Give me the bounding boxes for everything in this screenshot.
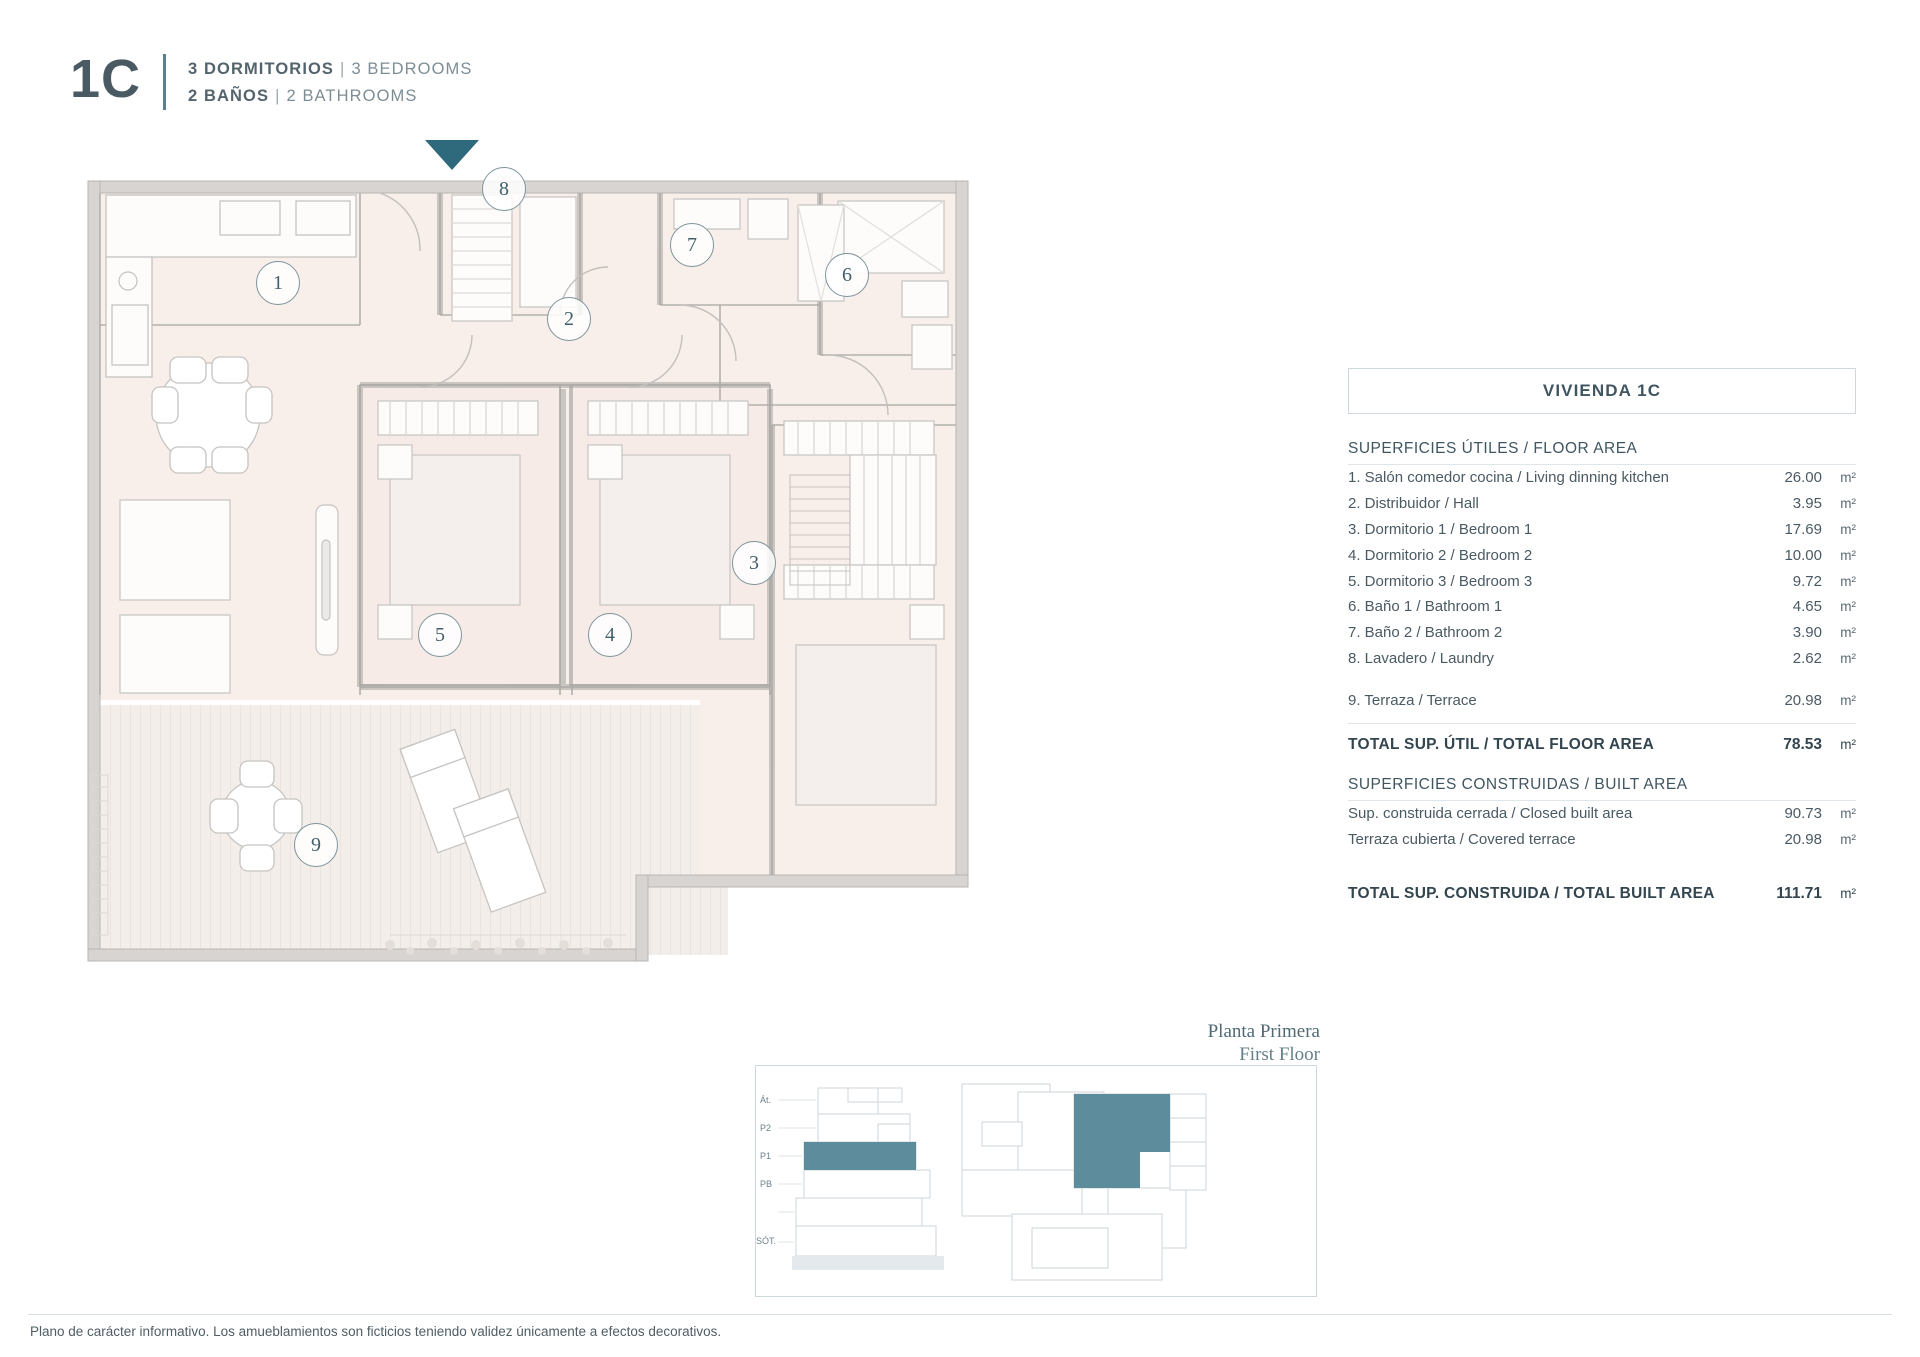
area-unit: m² bbox=[1840, 573, 1856, 589]
built-unit: m² bbox=[1840, 832, 1856, 848]
header-text-block bbox=[188, 52, 472, 110]
area-label: 8. Lavadero / Laundry bbox=[1348, 649, 1494, 667]
room-marker-6: 6 bbox=[825, 253, 869, 297]
svg-text:Át.: Át. bbox=[760, 1095, 772, 1105]
room-marker-5: 5 bbox=[418, 613, 462, 657]
svg-text:P2: P2 bbox=[760, 1123, 772, 1133]
area-row bbox=[1348, 620, 1856, 646]
built-value: 90.73 bbox=[1784, 805, 1822, 823]
room-marker-4: 4 bbox=[588, 613, 632, 657]
svg-text:P1: P1 bbox=[760, 1151, 772, 1161]
section-built-area-title: SUPERFICIES CONSTRUIDAS / BUILT AREA bbox=[1348, 776, 1856, 801]
svg-text:PB: PB bbox=[760, 1179, 773, 1189]
area-label: 5. Dormitorio 3 / Bedroom 3 bbox=[1348, 572, 1533, 590]
terrace-row bbox=[1348, 687, 1856, 713]
bathrooms-en: 2 BATHROOMS bbox=[286, 87, 418, 105]
disclaimer-text: Plano de carácter informativo. Los amueblamientos son ficticios teniendo validez únicamente a efectos decorativos. bbox=[30, 1324, 722, 1339]
area-row bbox=[1348, 517, 1856, 543]
bathrooms-es: 2 BAÑOS bbox=[188, 87, 270, 105]
area-label: 1. Salón comedor cocina / Living dinning kitchen bbox=[1348, 469, 1670, 487]
bathrooms-line bbox=[188, 83, 472, 110]
north-arrow-icon bbox=[425, 140, 479, 170]
area-unit: m² bbox=[1840, 521, 1856, 537]
built-value: 20.98 bbox=[1784, 831, 1822, 849]
area-row bbox=[1348, 568, 1856, 594]
area-row bbox=[1348, 645, 1856, 671]
area-value: 26.00 bbox=[1784, 469, 1822, 487]
area-label: 3. Dormitorio 1 / Bedroom 1 bbox=[1348, 520, 1533, 538]
area-label: 6. Baño 1 / Bathroom 1 bbox=[1348, 598, 1503, 616]
area-row bbox=[1348, 594, 1856, 620]
total-floor-area-unit: m² bbox=[1840, 737, 1856, 753]
area-value: 10.00 bbox=[1784, 546, 1822, 564]
total-floor-area-value: 78.53 bbox=[1783, 736, 1822, 754]
terrace-label: 9. Terraza / Terrace bbox=[1348, 691, 1477, 709]
bedrooms-es: 3 DORMITORIOS bbox=[188, 60, 335, 78]
area-unit: m² bbox=[1840, 470, 1856, 486]
area-row bbox=[1348, 542, 1856, 568]
area-schedule-panel bbox=[1348, 368, 1856, 903]
room-marker-8: 8 bbox=[482, 167, 526, 211]
area-value: 3.90 bbox=[1792, 624, 1822, 642]
area-value: 2.62 bbox=[1792, 649, 1822, 667]
area-label: 4. Dormitorio 2 / Bedroom 2 bbox=[1348, 546, 1533, 564]
area-unit: m² bbox=[1840, 547, 1856, 563]
page-title: 1C bbox=[70, 49, 142, 109]
key-plan bbox=[755, 1065, 1317, 1297]
panel-title: VIVIENDA 1C bbox=[1348, 368, 1856, 414]
total-built-area-value: 111.71 bbox=[1776, 884, 1822, 902]
total-built-area-unit: m² bbox=[1840, 885, 1856, 901]
separator-1: | bbox=[340, 60, 346, 78]
floor-caption bbox=[1180, 1020, 1320, 1066]
area-value: 4.65 bbox=[1792, 598, 1822, 616]
room-marker-2: 2 bbox=[547, 297, 591, 341]
bedrooms-en: 3 BEDROOMS bbox=[351, 60, 473, 78]
separator-2: | bbox=[275, 87, 281, 105]
area-value: 3.95 bbox=[1792, 495, 1822, 513]
floor-caption-en: First Floor bbox=[1239, 1044, 1320, 1065]
area-label: 7. Baño 2 / Bathroom 2 bbox=[1348, 624, 1503, 642]
area-unit: m² bbox=[1840, 650, 1856, 666]
bedrooms-line bbox=[188, 56, 472, 83]
area-row bbox=[1348, 465, 1856, 491]
built-label: Terraza cubierta / Covered terrace bbox=[1348, 831, 1576, 849]
floorplan-drawing bbox=[60, 175, 1150, 1125]
area-unit: m² bbox=[1840, 625, 1856, 641]
built-row bbox=[1348, 801, 1856, 827]
total-built-area-row bbox=[1348, 871, 1856, 903]
area-row bbox=[1348, 491, 1856, 517]
total-floor-area-row bbox=[1348, 723, 1856, 754]
svg-text:SÓT.: SÓT. bbox=[756, 1236, 777, 1246]
section-floor-area-title: SUPERFICIES ÚTILES / FLOOR AREA bbox=[1348, 440, 1856, 465]
terrace-value: 20.98 bbox=[1784, 691, 1822, 709]
built-label: Sup. construida cerrada / Closed built area bbox=[1348, 805, 1633, 823]
terrace-unit: m² bbox=[1840, 692, 1856, 708]
header-divider bbox=[163, 54, 166, 110]
room-marker-3: 3 bbox=[732, 541, 776, 585]
area-value: 17.69 bbox=[1784, 520, 1822, 538]
built-row bbox=[1348, 827, 1856, 853]
floor-caption-es: Planta Primera bbox=[1207, 1021, 1320, 1042]
area-unit: m² bbox=[1840, 496, 1856, 512]
area-label: 2. Distribuidor / Hall bbox=[1348, 495, 1479, 513]
room-marker-1: 1 bbox=[256, 261, 300, 305]
header bbox=[70, 49, 473, 110]
total-built-area-label: TOTAL SUP. CONSTRUIDA / TOTAL BUILT AREA bbox=[1348, 884, 1715, 902]
area-unit: m² bbox=[1840, 599, 1856, 615]
area-value: 9.72 bbox=[1792, 572, 1822, 590]
room-marker-7: 7 bbox=[670, 223, 714, 267]
total-floor-area-label: TOTAL SUP. ÚTIL / TOTAL FLOOR AREA bbox=[1348, 736, 1655, 754]
built-unit: m² bbox=[1840, 806, 1856, 822]
room-marker-9: 9 bbox=[294, 823, 338, 867]
footer-divider bbox=[28, 1314, 1892, 1315]
